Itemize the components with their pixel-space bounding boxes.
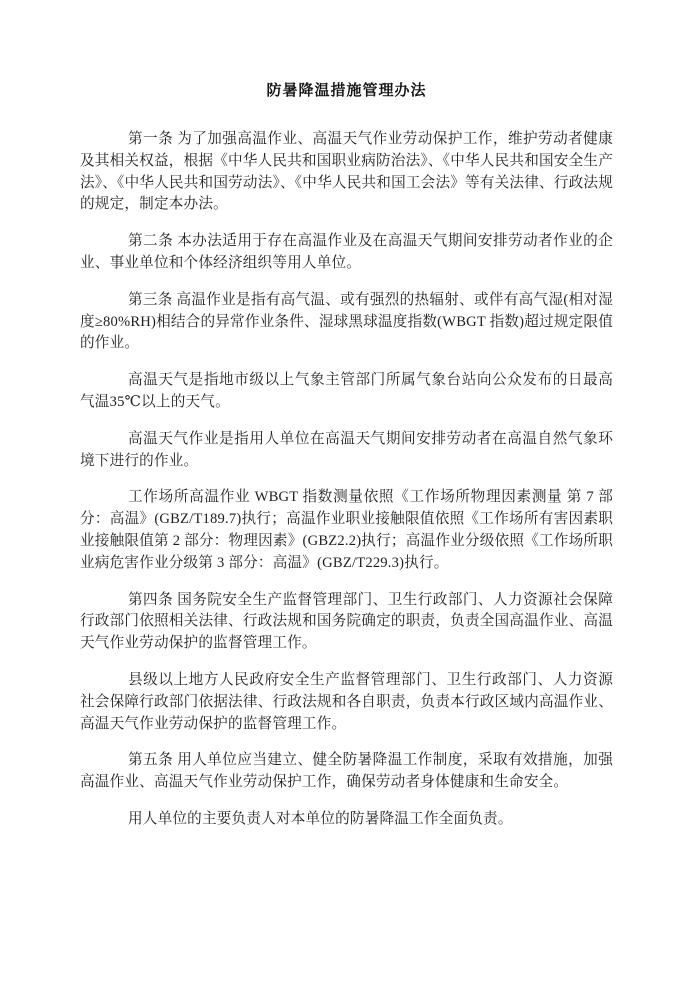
paragraph-wbgt-standards: 工作场所高温作业 WBGT 指数测量依照《工作场所物理因素测量 第 7 部分：高温》(GBZ/T189.7)执行；高温作业职业接触限值依照《工作场所有害因素职业接触限值第 2 部分：物理因素》(GBZ2.2)执行；高温作业分级依照《工作场所职业病危害作业分级第 3 部分：高温》(GBZ/T229.3)执行。 (80, 489, 613, 571)
paragraph-employer-responsibility: 用人单位的主要负责人对本单位的防暑降温工作全面负责。 (128, 810, 513, 827)
paragraph-article-3: 第三条 高温作业是指有高气温、或有强烈的热辐射、或伴有高气湿(相对湿度≥80%RH)相结合的异常作业条件、湿球黑球温度指数(WBGT 指数)超过规定限值的作业。 (80, 291, 613, 352)
paragraph-high-temp-weather-definition: 高温天气是指地市级以上气象主管部门所属气象台站向公众发布的日最高气温35℃以上的天气。 (80, 372, 613, 410)
paragraph-article-5: 第五条 用人单位应当建立、健全防暑降温工作制度，采取有效措施，加强高温作业、高温天气作业劳动保护工作，确保劳动者身体健康和生命安全。 (80, 752, 613, 791)
doc-title: 防暑降温措施管理办法 (266, 83, 427, 99)
paragraph-article-2: 第二条 本办法适用于存在高温作业及在高温天气期间安排劳动者作业的企业、事业单位和个体经济组织等用人单位。 (80, 233, 613, 271)
paragraph-article-4: 第四条 国务院安全生产监督管理部门、卫生行政部门、人力资源社会保障行政部门依照相关法律、行政法规和国务院确定的职责，负责全国高温作业、高温天气作业劳动保护的监督管理工作。 (80, 591, 613, 652)
doc-body (80, 129, 613, 831)
paragraph-article-1: 第一条 为了加强高温作业、高温天气作业劳动保护工作，维护劳动者健康及其相关权益，根据《中华人民共和国职业病防治法》、《中华人民共和国安全生产法》、《中华人民共和国劳动法》、《中华人民共和国工会法》等有关法律、行政法规的规定，制定本办法。 (80, 131, 613, 213)
paragraph-local-government-duties: 县级以上地方人民政府安全生产监督管理部门、卫生行政部门、人力资源社会保障行政部门依据法律、行政法规和各自职责，负责本行政区域内高温作业、高温天气作业劳动保护的监督管理工作。 (80, 671, 613, 732)
paragraph-high-temp-weather-work-definition: 高温天气作业是指用人单位在高温天气期间安排劳动者在高温自然气象环境下进行的作业。 (80, 430, 613, 469)
